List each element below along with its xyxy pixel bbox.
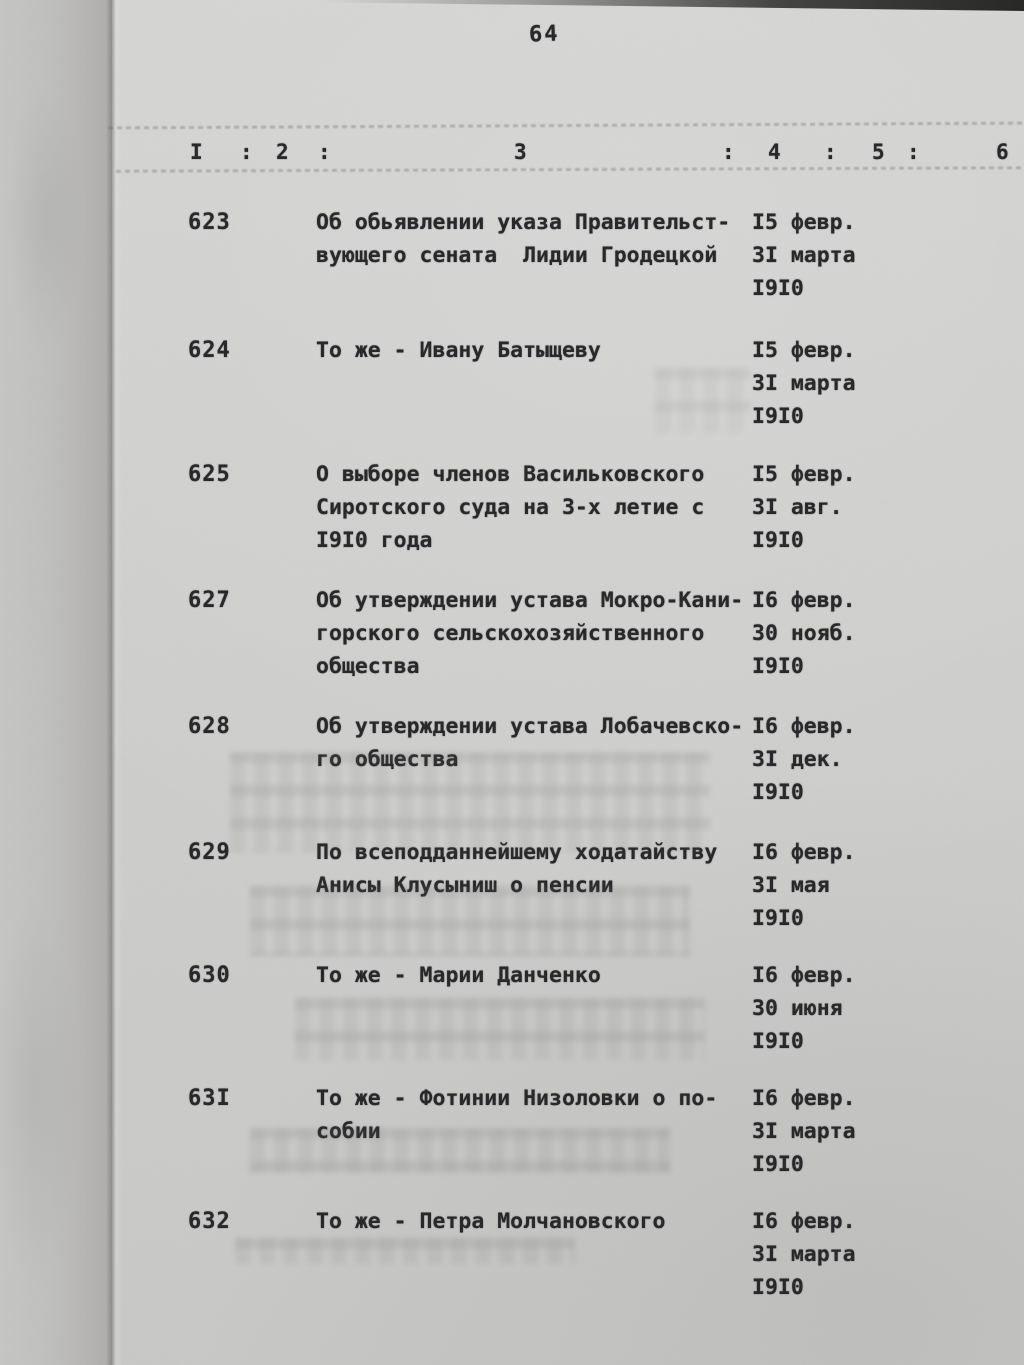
column-separator: : [722,140,735,164]
entry-number: 63I [188,1086,231,1111]
entry-description-line: общества [316,654,420,679]
entry-date-line: I6 февр. [752,963,856,988]
entry-dates [752,206,902,305]
entry-description-line: О выборе членов Васильковского [316,462,705,487]
entry-dates [752,1205,902,1304]
column-separator: : [318,140,331,164]
entry-number: 630 [188,963,231,988]
entry-number: 623 [188,210,231,235]
entry-description [316,334,756,367]
entry-date-line: 30 июня [752,996,843,1021]
entry-date-line: I9I0 [752,1029,804,1054]
entry-number: 629 [188,840,231,865]
entry-date-line: I9I0 [752,1152,804,1177]
entry-description-line: Сиротского суда на 3-х летие с [316,495,705,520]
entry-dates [752,959,902,1058]
entry-date-line: I5 февр. [752,462,856,487]
entry-dates [752,458,902,557]
bleed-through-ghost-text [235,1238,575,1264]
entry-date-line: I6 февр. [752,714,856,739]
entry-date-line: 3I марта [752,1119,856,1144]
entry-date-line: I6 февр. [752,1086,856,1111]
entry-date-line: 30 нояб. [752,621,856,646]
entry-description-line: Об утверждении устава Лобачевско- [316,714,744,739]
entry-date-line: I5 февр. [752,338,856,363]
entry-date-line: I9I0 [752,276,804,301]
bleed-through-ghost-text [250,1128,670,1173]
entry-description-line: го общества [316,747,459,772]
column-separator: : [824,140,837,164]
entry-description-line: вующего сената Лидии Гродецкой [316,243,718,268]
page-number: 64 [528,21,560,48]
entry-description-line: То же - Фотинии Низоловки о по- [316,1086,718,1111]
entry-date-line: I9I0 [752,528,804,553]
entry-description [316,959,756,992]
entry-description [316,584,756,683]
column-separator: : [907,140,920,164]
entry-description-line: То же - Петра Молчановского [316,1209,666,1234]
entry-date-line: 3I дек. [752,747,843,772]
entry-number: 625 [188,462,231,487]
column-header-4: 4 [768,140,781,164]
book-spine-edge [0,0,112,1365]
entry-date-line: I9I0 [752,780,804,805]
entry-description-line: То же - Ивану Батыщеву [316,338,601,363]
bleed-through-ghost-text [655,368,750,433]
column-header-2: 2 [276,140,289,164]
column-header-5: 5 [872,140,885,164]
entry-date-line: 3I авг. [752,495,843,520]
entry-date-line: 3I марта [752,371,856,396]
entry-number: 628 [188,714,231,739]
entry-description [316,206,756,272]
column-header-3: 3 [514,140,527,164]
column-header-1: I [190,140,203,164]
entry-description-line: горского сельскохозяйственного [316,621,705,646]
entry-date-line: I9I0 [752,404,804,429]
entry-date-line: 3I марта [752,1242,856,1267]
entry-number: 627 [188,588,231,613]
column-header-6: 6 [996,140,1009,164]
entry-date-line: 3I марта [752,243,856,268]
entry-date-line: I9I0 [752,906,804,931]
top-edge-shadow [320,0,1024,11]
entry-dates [752,710,902,809]
entry-date-line: I9I0 [752,1275,804,1300]
entry-description [316,1205,756,1238]
bleed-through-ghost-text [295,998,705,1060]
entry-description-line: I9I0 года [316,528,433,553]
bleed-through-ghost-text [250,886,690,956]
entry-dates [752,584,902,683]
table-header-bottom-rule [116,166,1024,172]
entry-dates [752,334,902,433]
entry-dates [752,836,902,935]
entry-description-line: То же - Марии Данченко [316,963,601,988]
entry-date-line: I6 февр. [752,840,856,865]
entry-description [316,458,756,557]
entry-date-line: I6 февр. [752,588,856,613]
entry-date-line: I5 февр. [752,210,856,235]
entry-date-line: 3I мая [752,873,830,898]
column-separator: : [240,140,253,164]
entry-description-line: собии [316,1119,381,1144]
entry-date-line: I9I0 [752,654,804,679]
entry-date-line: I6 февр. [752,1209,856,1234]
entry-description-line: По всеподданнейшему ходатайству [316,840,718,865]
table-header-top-rule [108,122,1024,130]
entry-description-line: Об утверждении устава Мокро-Кани- [316,588,744,613]
entry-description-line: Об обьявлении указа Правительст- [316,210,731,235]
entry-dates [752,1082,902,1181]
entry-number: 632 [188,1209,231,1234]
entry-number: 624 [188,338,231,363]
entry-description-line: Анисы Клусыниш о пенсии [316,873,614,898]
bleed-through-ghost-text [230,752,710,852]
page-fold-shadow [106,0,122,1365]
